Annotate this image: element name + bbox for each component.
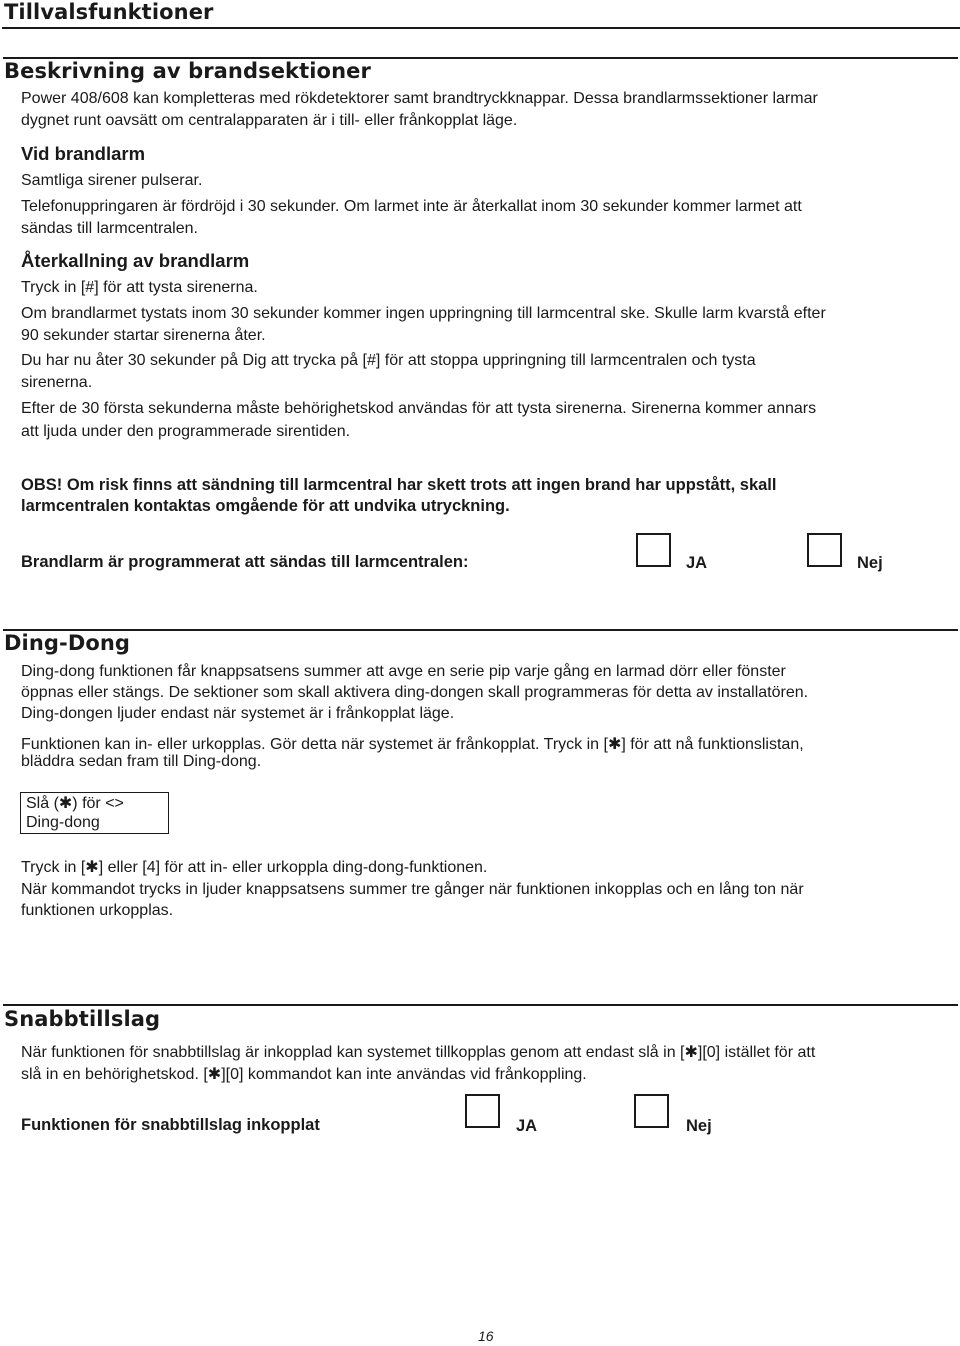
section-heading-snabbtillslag: Snabbtillslag (4, 1007, 161, 1031)
quick-text-line: slå in en behörighetskod. [✱][0] kommandot kan inte användas vid frånkoppling. (21, 1066, 587, 1083)
dingdong-text-line: funktionen urkopplas. (21, 902, 174, 919)
dingdong-text-line: Ding-dong funktionen får knappsatsens summer att avge en serie pip varje gång en larmad dörr eller fönster (21, 663, 786, 680)
quick-form-label: Funktionen för snabbtillslag inkopplat (21, 1116, 320, 1134)
dingdong-text-line: Ding-dongen ljuder endast när systemet är i frånkopplat läge. (21, 705, 455, 722)
recall-text-line: Du har nu åter 30 sekunder på Dig att trycka på [#] för att stoppa uppringning till larmcentralen och tysta (21, 352, 756, 369)
alarm-text-line: Telefonuppringaren är fördröjd i 30 sekunder. Om larmet inte är återkallat inom 30 sekunder kommer larmet att (21, 198, 802, 215)
brand-no-checkbox[interactable] (807, 533, 842, 567)
section-divider (3, 629, 958, 631)
section-heading-dingdong: Ding-Dong (4, 631, 131, 655)
brand-yes-checkbox[interactable] (636, 533, 671, 567)
brand-form-label: Brandlarm är programmerat att sändas till larmcentralen: (21, 553, 469, 571)
page-title: Tillvalsfunktioner (4, 0, 214, 24)
dingdong-text-line: Tryck in [✱] eller [4] för att in- eller urkoppla ding-dong-funktionen. (21, 859, 488, 876)
alarm-text-line: sändas till larmcentralen. (21, 220, 198, 237)
brand-yes-label: JA (686, 554, 708, 572)
keypad-display-box (20, 792, 169, 834)
keypad-display-line: Slå (✱) för <> (26, 795, 124, 812)
quick-yes-checkbox[interactable] (465, 1094, 500, 1128)
page-number: 16 (478, 1328, 494, 1344)
section-heading-brand: Beskrivning av brandsektioner (4, 59, 371, 83)
obs-warning-line: OBS! Om risk finns att sändning till larmcentral har skett trots att ingen brand har uppstått, skall (21, 476, 777, 494)
subheading-vid-brandlarm: Vid brandlarm (21, 143, 146, 164)
dingdong-text-line: bläddra sedan fram till Ding-dong. (21, 753, 262, 770)
quick-text-line: När funktionen för snabbtillslag är inkopplad kan systemet tillkopplas genom att endast slå in [✱][0] istället för att (21, 1044, 816, 1061)
alarm-text-line: Samtliga sirener pulserar. (21, 172, 203, 189)
recall-text-line: att ljuda under den programmerade sirentiden. (21, 423, 351, 440)
brand-no-label: Nej (857, 554, 883, 572)
keypad-display-line: Ding-dong (26, 814, 100, 831)
recall-text-line: Om brandlarmet tystats inom 30 sekunder kommer ingen uppringning till larmcentral ske. Skulle larm kvarstå efter (21, 305, 826, 322)
page-title-bar (2, 0, 960, 29)
recall-text-line: Tryck in [#] för att tysta sirenerna. (21, 279, 258, 296)
quick-no-label: Nej (686, 1117, 712, 1135)
quick-yes-label: JA (516, 1117, 538, 1135)
brand-intro-line: dygnet runt oavsätt om centralapparaten är i till- eller frånkopplat läge. (21, 112, 518, 129)
section-divider (3, 1004, 958, 1006)
recall-text-line: sirenerna. (21, 374, 93, 391)
recall-text-line: 90 sekunder startar sirenerna åter. (21, 327, 266, 344)
brand-intro-line: Power 408/608 kan kompletteras med rökdetektorer samt brandtryckknappar. Dessa brandlarmssektioner larmar (21, 90, 818, 107)
dingdong-text-line: öppnas eller stängs. De sektioner som skall aktivera ding-dongen skall programmeras för detta av installatören. (21, 684, 809, 701)
dingdong-text-line: Funktionen kan in- eller urkopplas. Gör detta när systemet är frånkopplat. Tryck in [✱] för att nå funktionslistan, (21, 736, 804, 753)
recall-text-line: Efter de 30 första sekunderna måste behörighetskod användas för att tysta sirenerna. Sirenerna kommer annars (21, 400, 817, 417)
obs-warning-line: larmcentralen kontaktas omgående för att undvika utryckning. (21, 497, 510, 515)
subheading-aterkallning: Återkallning av brandlarm (21, 250, 250, 271)
dingdong-text-line: När kommandot trycks in ljuder knappsatsens summer tre gånger när funktionen inkopplas och en lång ton när (21, 881, 804, 898)
quick-no-checkbox[interactable] (634, 1094, 669, 1128)
